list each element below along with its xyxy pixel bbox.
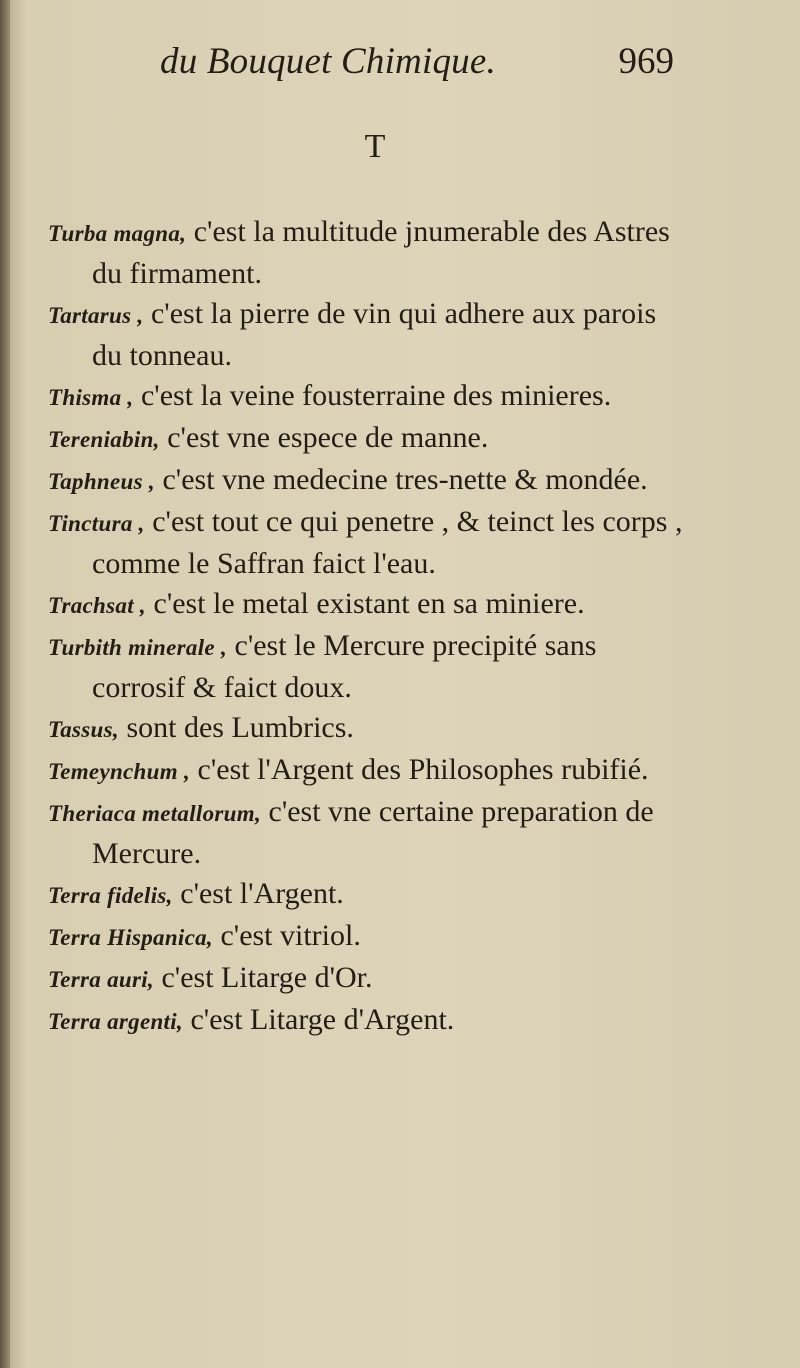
glossary-entry xyxy=(48,1000,688,1042)
entry-definition: c'est le metal existant en sa miniere. xyxy=(146,587,585,620)
glossary-entry xyxy=(48,916,688,958)
entry-definition: c'est la veine fousterraine des minieres. xyxy=(133,379,612,412)
entry-term: Theriaca metallorum, xyxy=(48,801,261,826)
entry-term: Tartarus , xyxy=(48,303,144,328)
glossary-entry xyxy=(48,750,688,792)
entry-term: Tinctura , xyxy=(48,511,145,536)
entry-term: Terra Hispanica, xyxy=(48,925,213,950)
entry-definition: c'est l'Argent. xyxy=(172,877,344,910)
entry-term: Taphneus , xyxy=(48,469,155,494)
entry-term: Terra fidelis, xyxy=(48,883,173,908)
entry-term: Terra auri, xyxy=(48,967,154,992)
entry-term: Trachsat , xyxy=(48,593,146,618)
entry-term: Temeynchum , xyxy=(48,759,191,784)
entry-definition: c'est vitriol. xyxy=(212,919,361,952)
glossary-entry xyxy=(48,418,688,460)
entry-definition: c'est tout ce qui penetre , & teinct les corps , comme le Saffran faict l'eau. xyxy=(92,505,683,580)
entry-term: Turba magna, xyxy=(48,221,187,246)
glossary-entry xyxy=(48,502,688,584)
glossary-entries xyxy=(48,212,688,1042)
glossary-entry xyxy=(48,376,688,418)
entry-definition: c'est vne certaine preparation de Mercure. xyxy=(92,795,654,870)
page-number: 969 xyxy=(618,41,674,82)
glossary-entry xyxy=(48,212,688,294)
entry-term: Turbith minerale , xyxy=(48,635,227,660)
entry-definition: c'est l'Argent des Philosophes rubifié. xyxy=(190,753,649,786)
entry-term: Terra argenti, xyxy=(48,1009,183,1034)
section-letter: T xyxy=(364,128,386,165)
entry-definition: c'est le Mercure precipité sans corrosif & faict doux. xyxy=(92,629,597,704)
entry-definition: c'est Litarge d'Argent. xyxy=(182,1003,455,1036)
entry-definition: sont des Lumbrics. xyxy=(118,711,354,744)
glossary-entry xyxy=(48,792,688,874)
running-title: du Bouquet Chimique. xyxy=(160,41,496,82)
entry-term: Thisma , xyxy=(48,385,134,410)
entry-definition: c'est la pierre de vin qui adhere aux parois du tonneau. xyxy=(92,297,657,372)
running-head xyxy=(160,40,680,90)
glossary-entry xyxy=(48,626,688,708)
entry-definition: c'est vne espece de manne. xyxy=(159,421,489,454)
entry-term: Tassus, xyxy=(48,717,119,742)
glossary-entry xyxy=(48,874,688,916)
book-gutter xyxy=(0,0,10,1368)
glossary-entry xyxy=(48,460,688,502)
entry-definition: c'est Litarge d'Or. xyxy=(153,961,373,994)
glossary-entry xyxy=(48,294,688,376)
entry-definition: c'est vne medecine tres-nette & mondée. xyxy=(154,463,648,496)
glossary-entry xyxy=(48,958,688,1000)
glossary-entry xyxy=(48,708,688,750)
entry-definition: c'est la multitude jnumerable des Astres du firmament. xyxy=(92,215,670,290)
entry-term: Tereniabin, xyxy=(48,427,160,452)
glossary-entry xyxy=(48,584,688,626)
